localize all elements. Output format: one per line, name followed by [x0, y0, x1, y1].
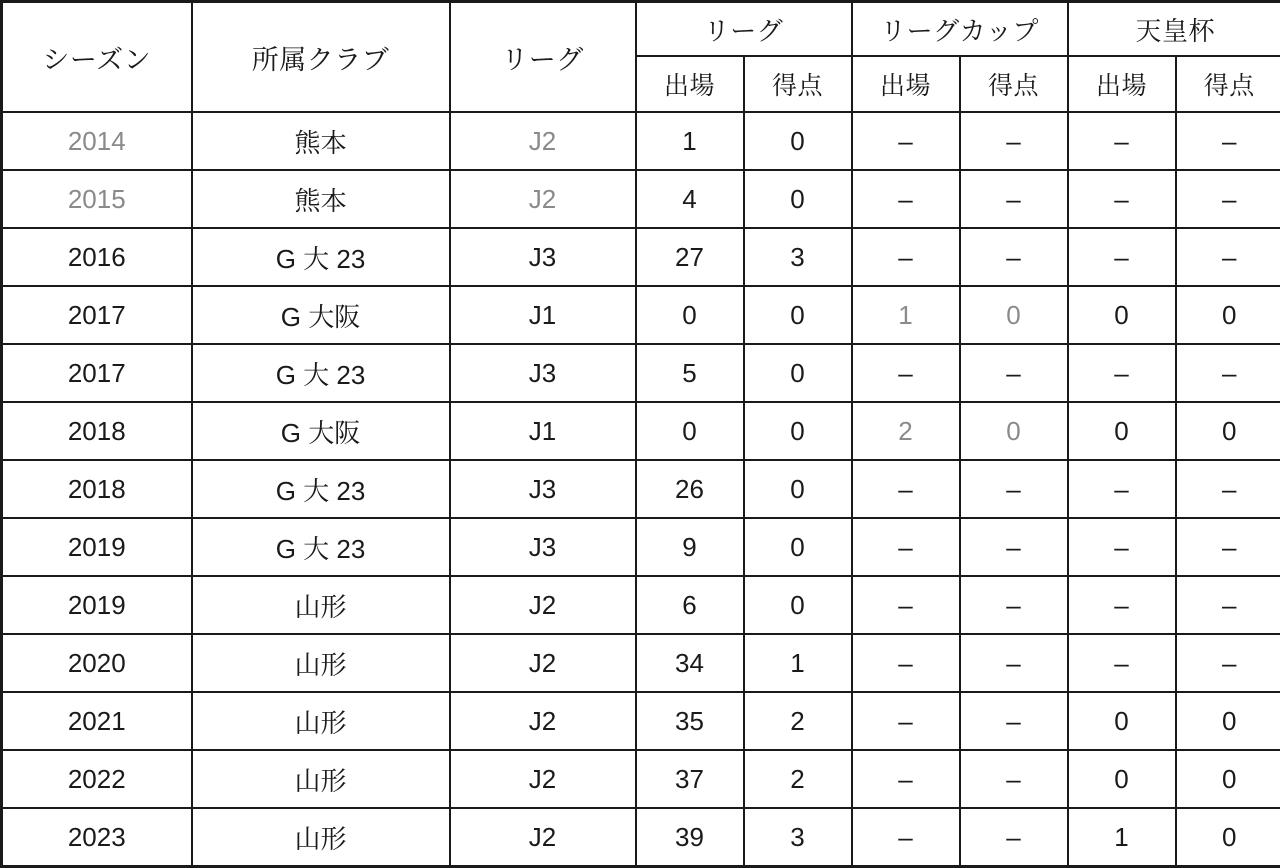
cell-emperor-goals: – — [1176, 344, 1280, 402]
table-row — [2, 576, 1280, 634]
cell-emperor-goals: – — [1176, 518, 1280, 576]
cell-cup-apps: – — [852, 112, 960, 170]
cell-league-apps: 9 — [636, 518, 744, 576]
subheader-cup-apps: 出場 — [852, 56, 960, 112]
cell-season: 2015 — [2, 170, 192, 228]
cell-club: 山形 — [192, 808, 450, 867]
cell-emperor-apps: 1 — [1068, 808, 1176, 867]
cell-cup-goals: – — [960, 576, 1068, 634]
table-row — [2, 228, 1280, 286]
cell-club: G 大 23 — [192, 228, 450, 286]
cell-league: J2 — [450, 634, 636, 692]
cell-cup-apps: – — [852, 576, 960, 634]
cell-emperor-apps: 0 — [1068, 286, 1176, 344]
cell-league-apps: 34 — [636, 634, 744, 692]
cell-emperor-apps: – — [1068, 460, 1176, 518]
cell-cup-apps: 1 — [852, 286, 960, 344]
cell-league: J1 — [450, 286, 636, 344]
cell-cup-goals: – — [960, 228, 1068, 286]
cell-season: 2019 — [2, 576, 192, 634]
cell-emperor-goals: – — [1176, 112, 1280, 170]
cell-club: G 大阪 — [192, 402, 450, 460]
cell-cup-apps: – — [852, 692, 960, 750]
cell-league: J1 — [450, 402, 636, 460]
cell-league-goals: 0 — [744, 460, 852, 518]
cell-emperor-apps: – — [1068, 170, 1176, 228]
cell-cup-goals: 0 — [960, 286, 1068, 344]
header-row-groups — [2, 2, 1280, 57]
cell-season: 2019 — [2, 518, 192, 576]
cell-cup-apps: – — [852, 808, 960, 867]
cell-league: J2 — [450, 808, 636, 867]
cell-cup-goals: – — [960, 692, 1068, 750]
cell-club: 熊本 — [192, 112, 450, 170]
group-header-league: リーグ — [636, 2, 852, 57]
group-header-emperors-cup: 天皇杯 — [1068, 2, 1280, 57]
cell-cup-goals: – — [960, 518, 1068, 576]
table-row — [2, 170, 1280, 228]
cell-emperor-goals: – — [1176, 228, 1280, 286]
cell-season: 2018 — [2, 460, 192, 518]
cell-season: 2020 — [2, 634, 192, 692]
table-row — [2, 634, 1280, 692]
table-row — [2, 286, 1280, 344]
cell-league-goals: 3 — [744, 228, 852, 286]
cell-league-apps: 5 — [636, 344, 744, 402]
table-row — [2, 344, 1280, 402]
cell-cup-goals: – — [960, 344, 1068, 402]
cell-league-apps: 1 — [636, 112, 744, 170]
cell-cup-goals: – — [960, 750, 1068, 808]
column-header-league: リーグ — [450, 2, 636, 113]
cell-league-apps: 0 — [636, 286, 744, 344]
cell-league-goals: 0 — [744, 112, 852, 170]
cell-emperor-apps: – — [1068, 112, 1176, 170]
cell-emperor-apps: – — [1068, 634, 1176, 692]
cell-season: 2014 — [2, 112, 192, 170]
cell-emperor-apps: – — [1068, 576, 1176, 634]
cell-emperor-goals: – — [1176, 576, 1280, 634]
cell-league-goals: 0 — [744, 286, 852, 344]
cell-emperor-goals: – — [1176, 634, 1280, 692]
cell-club: 山形 — [192, 692, 450, 750]
table-row — [2, 402, 1280, 460]
subheader-league-apps: 出場 — [636, 56, 744, 112]
cell-league-goals: 2 — [744, 692, 852, 750]
cell-club: 山形 — [192, 634, 450, 692]
subheader-cup-goals: 得点 — [960, 56, 1068, 112]
table-row — [2, 518, 1280, 576]
cell-league-apps: 37 — [636, 750, 744, 808]
cell-club: 山形 — [192, 750, 450, 808]
cell-emperor-goals: 0 — [1176, 402, 1280, 460]
table-body — [2, 112, 1280, 867]
cell-emperor-apps: 0 — [1068, 402, 1176, 460]
cell-emperor-goals: – — [1176, 170, 1280, 228]
cell-league-apps: 4 — [636, 170, 744, 228]
cell-emperor-goals: – — [1176, 460, 1280, 518]
cell-league-goals: 0 — [744, 518, 852, 576]
cell-season: 2017 — [2, 344, 192, 402]
cell-cup-goals: – — [960, 112, 1068, 170]
cell-emperor-goals: 0 — [1176, 808, 1280, 867]
cell-league-goals: 3 — [744, 808, 852, 867]
table-header — [2, 2, 1280, 113]
cell-league-apps: 35 — [636, 692, 744, 750]
cell-emperor-apps: – — [1068, 518, 1176, 576]
subheader-emperor-apps: 出場 — [1068, 56, 1176, 112]
cell-season: 2023 — [2, 808, 192, 867]
cell-club: G 大 23 — [192, 344, 450, 402]
cell-league-goals: 2 — [744, 750, 852, 808]
cell-cup-goals: – — [960, 460, 1068, 518]
cell-cup-goals: – — [960, 634, 1068, 692]
cell-emperor-goals: 0 — [1176, 286, 1280, 344]
cell-emperor-goals: 0 — [1176, 750, 1280, 808]
table-row — [2, 692, 1280, 750]
cell-league-apps: 0 — [636, 402, 744, 460]
cell-club: G 大 23 — [192, 460, 450, 518]
cell-club: G 大 23 — [192, 518, 450, 576]
cell-league: J2 — [450, 576, 636, 634]
cell-league-apps: 39 — [636, 808, 744, 867]
cell-cup-apps: – — [852, 518, 960, 576]
table-row — [2, 460, 1280, 518]
cell-club: G 大阪 — [192, 286, 450, 344]
cell-cup-apps: – — [852, 228, 960, 286]
table-row — [2, 112, 1280, 170]
cell-league-goals: 0 — [744, 576, 852, 634]
cell-league-apps: 27 — [636, 228, 744, 286]
cell-cup-apps: – — [852, 344, 960, 402]
cell-cup-apps: – — [852, 750, 960, 808]
cell-season: 2021 — [2, 692, 192, 750]
cell-league-goals: 0 — [744, 170, 852, 228]
table-row — [2, 750, 1280, 808]
cell-league: J2 — [450, 170, 636, 228]
cell-league-apps: 26 — [636, 460, 744, 518]
group-header-league-cup: リーグカップ — [852, 2, 1068, 57]
cell-cup-apps: – — [852, 170, 960, 228]
subheader-emperor-goals: 得点 — [1176, 56, 1280, 112]
cell-cup-apps: – — [852, 634, 960, 692]
cell-league: J3 — [450, 344, 636, 402]
cell-league: J3 — [450, 518, 636, 576]
cell-season: 2018 — [2, 402, 192, 460]
cell-emperor-apps: 0 — [1068, 692, 1176, 750]
cell-season: 2016 — [2, 228, 192, 286]
cell-emperor-apps: – — [1068, 344, 1176, 402]
cell-league-goals: 0 — [744, 344, 852, 402]
cell-season: 2022 — [2, 750, 192, 808]
cell-season: 2017 — [2, 286, 192, 344]
cell-league: J3 — [450, 228, 636, 286]
cell-league: J3 — [450, 460, 636, 518]
subheader-league-goals: 得点 — [744, 56, 852, 112]
cell-club: 山形 — [192, 576, 450, 634]
cell-league: J2 — [450, 692, 636, 750]
cell-cup-goals: – — [960, 808, 1068, 867]
cell-cup-apps: 2 — [852, 402, 960, 460]
cell-emperor-apps: – — [1068, 228, 1176, 286]
column-header-club: 所属クラブ — [192, 2, 450, 113]
cell-emperor-goals: 0 — [1176, 692, 1280, 750]
cell-emperor-apps: 0 — [1068, 750, 1176, 808]
cell-cup-apps: – — [852, 460, 960, 518]
cell-cup-goals: – — [960, 170, 1068, 228]
cell-league-apps: 6 — [636, 576, 744, 634]
cell-league: J2 — [450, 112, 636, 170]
cell-league: J2 — [450, 750, 636, 808]
column-header-season: シーズン — [2, 2, 192, 113]
cell-club: 熊本 — [192, 170, 450, 228]
cell-cup-goals: 0 — [960, 402, 1068, 460]
cell-league-goals: 1 — [744, 634, 852, 692]
table-row — [2, 808, 1280, 867]
cell-league-goals: 0 — [744, 402, 852, 460]
